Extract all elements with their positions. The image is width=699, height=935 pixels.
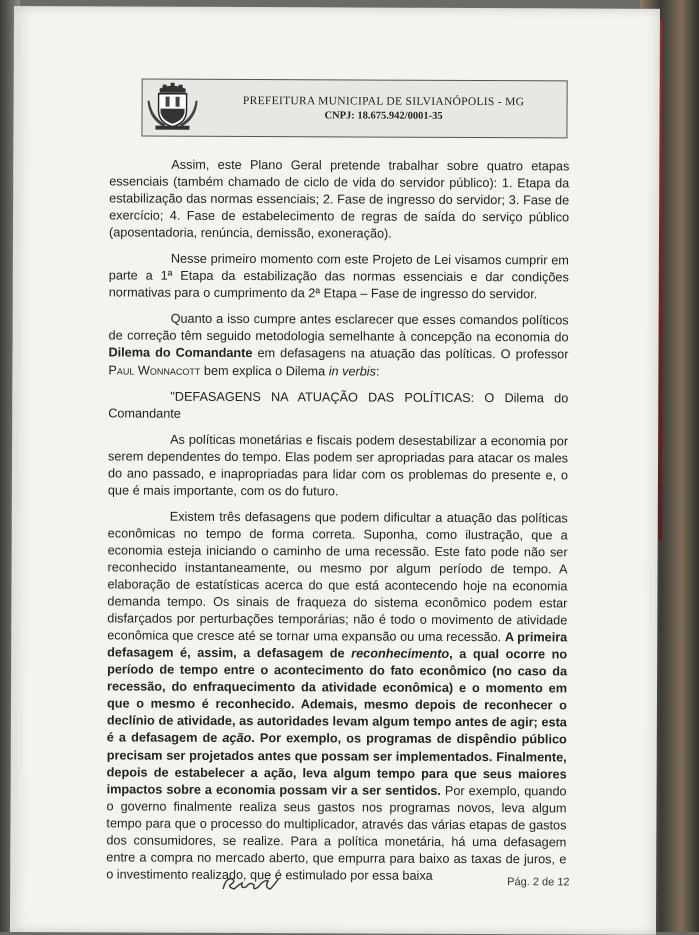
municipal-crest-icon <box>145 83 199 131</box>
signature-initials <box>220 873 280 895</box>
letterhead-cnpj: CNPJ: 18.675.942/0001-35 <box>324 110 443 122</box>
paragraph-lags: Existem três defasagens que podem dificultar a atuação das políticas econômicas no tempo de forma correta. Suponha, como ilustração, que a economia esteja iniciando o caminho de uma recessão. Este fato pode não ser reconhecido instantaneamente, ou mesmo por algum período de tempo. A elaboração de estatísticas acerca do que está acontecendo hoje na economia demanda tempo. Os sinais de fraqueza do sistema econômico podem estar disfarçados por perturbações temporárias; não é todo o movimento de atividade econômica que cresce até se tornar uma expansão ou uma recessão. A primeira defasagem é, assim, a defasagem de reconhecimento, a qual ocorre no período de tempo entre o acontecimento do fato econômico (no caso da recessão, do enfraquecimento da atividade econômica) e o momento em que o mesmo é reconhecido. Ademais, mesmo depois de reconhecer o declínio de atividade, as autoridades levam algum tempo antes de agir; esta é a defasagem de ação. Por exemplo, os programas de dispêndio público precisam ser projetados antes que possam ser implementados. Finalmente, depois de estabelecer a ação, leva algum tempo para que seus maiores impactos sobre a economia possam vir a ser sentidos. Por exemplo, quando o governo finalmente realiza seus gastos nos programas novos, leva algum tempo para que o processo do multiplicador, através das várias etapas de gastos dos consumidores, se realize. Para a política monetária, há uma defasagem entre a compra no mercado aberto, que empurra para baixo as taxas de juros, e o investimento realizado, que é estimulado por essa baixa <box>106 509 568 883</box>
paragraph-stages: Assim, este Plano Geral pretende trabalhar sobre quatro etapas essenciais (também chamado de ciclo de vida do servidor público): 1. Etapa da estabilização das normas essenciais; 2. Fase de ingresso do servidor; 3. Fase de exercício; 4. Fase de estabelecimento de regras de saída do serviço público (aposentadoria, renúncia, demissão, exoneração). <box>108 157 570 241</box>
paragraph-dilemma-intro: Quanto a isso cumpre antes esclarecer que esses comandos políticos de correção têm seguido metodologia semelhante à concepção na economia do Dilema do Comandante em defasagens na atuação das políticas. O professor Paul Wonnacott bem explica o Dilema in verbis: <box>108 312 569 379</box>
letterhead <box>141 79 567 139</box>
page-number: Pág. 2 de 12 <box>507 876 570 889</box>
quote-heading: "DEFASAGENS NA ATUAÇÃO DAS POLÍTICAS: O Dilema do Comandante <box>108 389 569 421</box>
document-body <box>106 156 569 894</box>
paragraph-first-moment: Nesse primeiro momento com este Projeto de Lei visamos cumprir em parte a 1ª Etapa da estabilização das normas essenciais e dar condições normativas para o cumprimento da 2ª Etapa – Fase de ingresso do servidor. <box>108 251 569 302</box>
paragraph-policies: As políticas monetárias e fiscais podem desestabilizar a economia por serem dependentes do tempo. Elas podem ser apropriadas para atacar os males do ano passado, e inapropriadas para lidar com os problemas do presente e, o que é mais importante, com os do futuro. <box>107 432 569 499</box>
letterhead-title: PREFEITURA MUNICIPAL DE SILVIANÓPOLIS - MG <box>242 94 525 109</box>
document-page <box>10 6 660 935</box>
